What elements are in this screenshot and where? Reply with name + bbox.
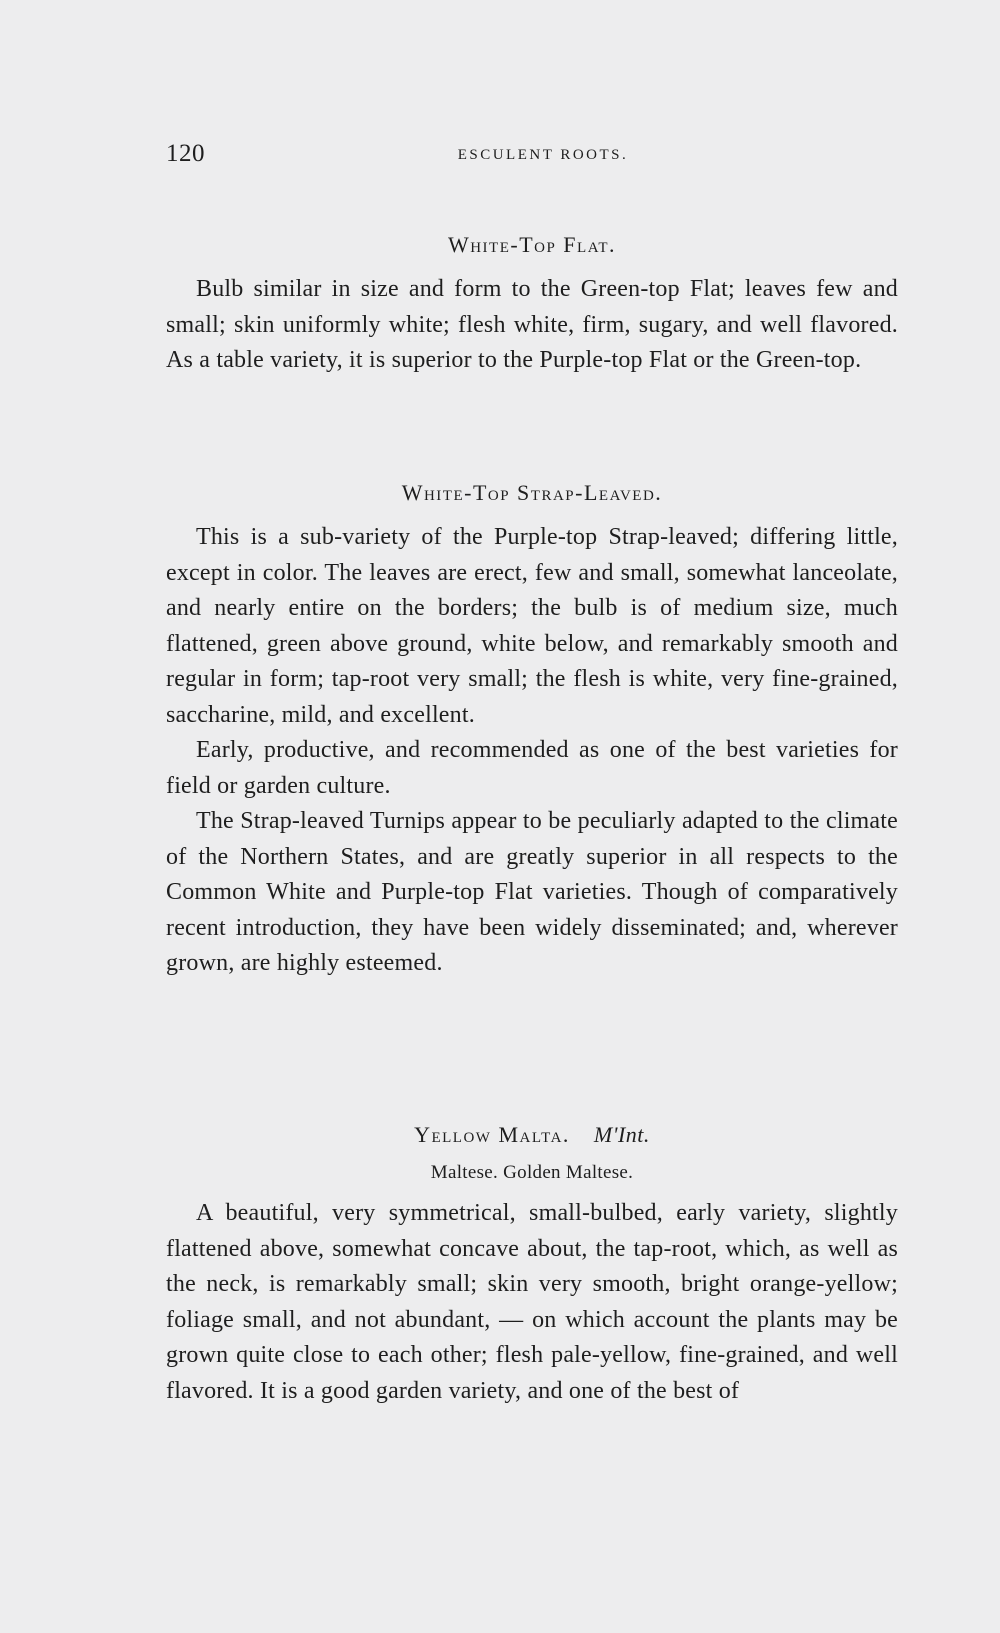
section-white-top-strap-leaved: [166, 480, 898, 982]
section-yellow-malta: [166, 1122, 898, 1409]
page-number: 120: [166, 140, 205, 167]
section-title-text: Yellow Malta.: [414, 1122, 570, 1147]
paragraph: Early, productive, and recommended as one of the best varieties for field or garden culture.: [166, 737, 898, 799]
section-title: White-Top Flat.: [447, 232, 617, 257]
page-header: [166, 140, 898, 174]
paragraph: This is a sub-variety of the Purple-top Strap-leaved; differing little, except in color. The leaves are erect, few and small, somewhat lanceolate, and nearly entire on the borders; the bulb is of medium size, much flattened, green above ground, white below, and remarkably smooth and regular in form; tap-root very small; the flesh is white, very fine-grained, saccharine, mild, and excellent.: [166, 524, 898, 728]
paragraph: The Strap-leaved Turnips appear to be peculiarly adapted to the climate of the Northern States, and are greatly superior in all respects to the Common White and Purple-top Flat varieties. Though of comparatively recent introduction, they have been widely disseminated; and, wherever grown, are highly esteemed.: [166, 808, 898, 976]
paragraph: A beautiful, very symmetrical, small-bulbed, early variety, slightly flattened above, somewhat concave about, the tap-root, which, as well as the neck, is remarkably small; skin very smooth, bright orange-yellow; foliage small, and not abundant, — on which account the plants may be grown quite close to each other; flesh pale-yellow, fine-grained, and well flavored. It is a good garden variety, and one of the best of: [166, 1200, 898, 1404]
author-abbreviation: M'Int.: [593, 1122, 650, 1147]
running-head: ESCULENT ROOTS.: [457, 147, 629, 163]
section-title: White-Top Strap-Leaved.: [401, 480, 663, 505]
section-white-top-flat: [166, 232, 898, 379]
synonyms: Maltese. Golden Maltese.: [430, 1162, 634, 1183]
section-title: [166, 1122, 898, 1148]
paragraph: Bulb similar in size and form to the Green-top Flat; leaves few and small; skin uniformly white; flesh white, firm, sugary, and well flavored. As a table variety, it is superior to the Purple-top Flat or the Green-top.: [166, 276, 898, 373]
